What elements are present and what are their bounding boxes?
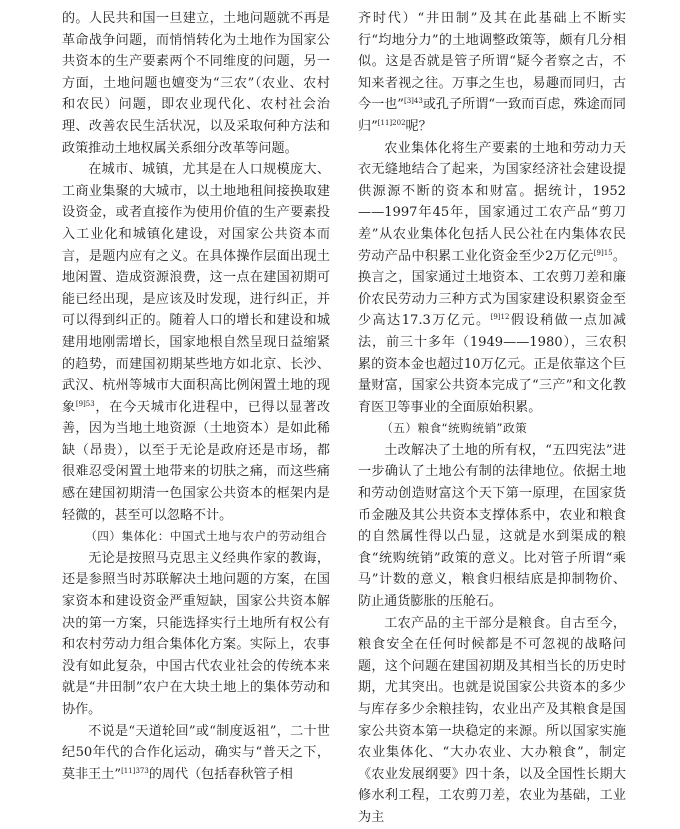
section-heading: （五）粮食“统购统销”政策 — [381, 421, 528, 436]
paragraph-text: 或孔子所谓“一致而百虑，殊途而同归” — [358, 97, 626, 134]
paragraph — [358, 138, 626, 419]
right-column — [358, 8, 626, 829]
section-heading: （四）集体化：中国式土地与农户的劳动组合 — [85, 529, 328, 544]
paragraph-text: 在城市、城镇，尤其是在人口规模庞大、工商业集聚的大城市，以土地地租间接换取建设资金，或者直接作为使用价值的生产要素投入工业化和城镇化建设，对国家公共资本而言，是题内应有之义。在具体操作层面出现土地闲置、造成资源浪费，这一点在建国初期可能已经出现，是应该及时发现，进行纠正，并可以得到纠正的。随着人口的增长和建设和城建用地刚需增长，国家地根自然呈现日益缩紧的趋势，而建国初期某些地方如北京、长沙、武汉、杭州等城市大面积高比例闲置土地的现象 — [62, 162, 330, 415]
paragraph-text: 假设稍做一点加减法，前三十多年（1949——1980），三农积累的资本金也超过10万亿元。正是依靠这个巨量财富，国家公共资本完成了“三产”和文化教育医卫等事业的全面原始积累。 — [358, 313, 627, 415]
paragraph-text: ，在今天城市化进程中，已得以显著改善，因为当地土地资源（土地资本）是如此稀缺（昂贵），以至于无论是政府还是市场，都很难忍受闲置土地带来的切肤之痛，而这些痛感在建国初期清一色国家公共资本的框架内是轻微的，甚至可以忽略不计。 — [62, 399, 331, 523]
citation: [3]43 — [404, 97, 423, 106]
citation: [11]373 — [121, 766, 149, 775]
paragraph-text: 的周代（包括春秋管子相 — [148, 766, 293, 782]
paragraph-text: 不说是“天道轮回”或“制度返祖”，二十世纪50年代的合作化运动，确实与“普天之下，莫非王土” — [62, 723, 330, 782]
paragraph-text: 呢？ — [405, 118, 432, 134]
paragraph: 工农产品的主干部分是粮食。自古至今，粮食安全在任何时候都是不可忽视的战略问题，这个问题在建国初期及其相当长的历史时期，尤其突出。也就是说国家公共资本的多少与库存多少余粮挂钩，农业出产及其粮食是国家公共资本第一块稳定的来源。所以国家实施农业集体化、“大办农业、大办粮食”，制定《农业发展纲要》四十条，以及全国性长期大修水利工程，工农剪刀差，农业为基础，工业为主 — [358, 615, 626, 825]
paragraph: 土改解决了土地的所有权，“五四宪法”进一步确认了土地公有制的法律地位。依据土地和劳动创造财富这个天下第一原理，在国家货币金融及其公共资本支撑体系中，农业和粮食的自然属性得以凸显，这就是水到渠成的粮食“统购统销”政策的意义。比对管子所谓“乘马”计数的意义，粮食归根结底是抑制物价、防止通货膨胀的压舱石。 — [358, 442, 626, 610]
paragraph — [62, 721, 330, 786]
paragraph — [62, 159, 330, 526]
citation: [9]12 — [490, 313, 510, 322]
paragraph: 无论是按照马克思主义经典作家的教诲，还是参照当时苏联解决土地问题的方案，在国家资本和建设资金严重短缺，国家公共资本解决的第一方案，只能选择实行土地所有权公有和农村劳动力组合集体化方案。实际上，农事没有如此复杂，中国古代农业社会的传统本来就是“井田制”农户在大块土地上的集体劳动和协作。 — [62, 550, 330, 717]
citation: [11]202 — [377, 118, 406, 127]
paragraph-text: 。换言之，国家通过土地资本、工农剪刀差和廉价农民劳动力三种方式为国家建设积累资金至少高达17.3万亿元。 — [358, 248, 626, 329]
left-column — [62, 8, 330, 785]
paragraph — [358, 8, 626, 138]
paragraph-text: 农业集体化将生产要素的土地和劳动力天衣无缝地结合了起来，为国家经济社会建设提供源源不断的资本和财富。据统计，1952——1997年45年，国家通过工农产品“剪刀差”从农业集体化包括人民公社在内集体农民劳动产品中积累工业化资金至少2万亿元 — [358, 140, 626, 264]
citation: [9]15 — [593, 248, 613, 257]
paragraph-text: 齐时代）“井田制”及其在此基础上不断实行“均地分力”的土地调整政策等，颇有几分相似。这是否就是管子所谓“疑今者察之古，不知来者视之往。万事之生也，易趣而同归，古今一也” — [358, 11, 626, 113]
paragraph: 的。人民共和国一旦建立，土地问题就不再是革命战争问题，而悄悄转化为土地作为国家公共资本的生产要素两个不同维度的问题，另一方面，土地问题也嬗变为“三农”（农业、农村和农民）问题，即农业现代化、农村社会治理、改善农民生活状况，以及采取何种方法和政策推动土地权属关系细分改革等问题。 — [62, 11, 330, 156]
citation: [9]53 — [75, 399, 95, 408]
